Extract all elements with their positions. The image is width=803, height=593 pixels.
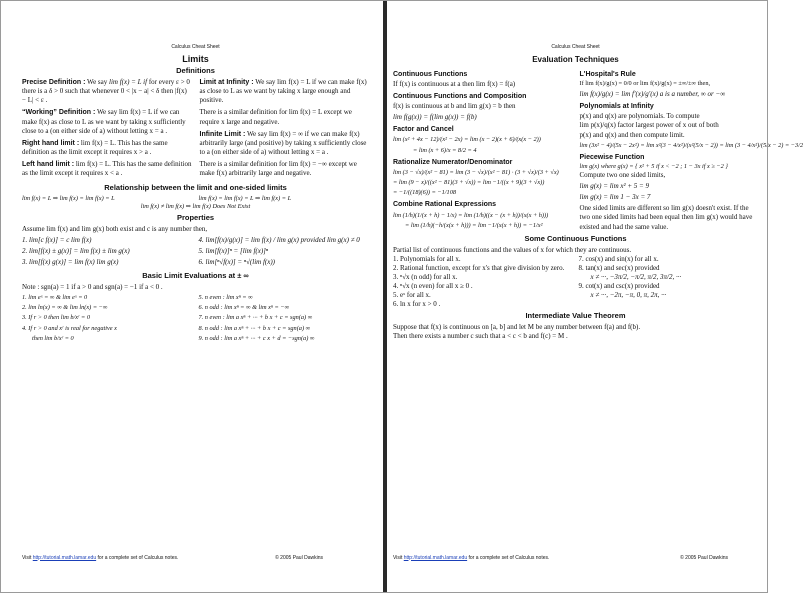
combine-line: lim (1/h)(1/(x + h) − 1/x) = lim (1/h)((x − (x + h))/(x(x + h))) — [393, 211, 549, 219]
footer-link[interactable]: http://tutorial.math.lamar.edu — [32, 554, 97, 561]
factor-line: lim (x² + 4x − 12)/(x² − 2x) = lim (x − 2)(x + 6)/(x(x − 2)) — [393, 136, 541, 144]
footer-text — [393, 555, 549, 562]
basic-item: then lim b/xʳ = 0 — [32, 334, 74, 342]
property-item: 4. lim[f(x)/g(x)] = lim f(x) / lim g(x) provided lim g(x) ≠ 0 — [198, 236, 360, 245]
basic-item: 3. If r > 0 then lim b/xʳ = 0 — [22, 314, 90, 322]
footer-link[interactable]: http://tutorial.math.lamar.edu — [403, 554, 468, 561]
footer-rest: for a complete set of Calculus notes. — [97, 554, 179, 561]
page-title: Evaluation Techniques — [532, 54, 619, 64]
basic-limits-list — [22, 292, 369, 345]
basic-item: 2. lim ln(x) = ∞ & lim ln(x) = −∞ — [22, 304, 108, 312]
factor-title: Factor and Cancel — [393, 126, 454, 134]
some-item: 3. ⁿ√x (n odd) for all x. — [393, 272, 458, 281]
def-text: We say — [87, 78, 108, 87]
def-label: Infinite Limit : — [199, 130, 246, 138]
property-item: 2. lim[f(x) ± g(x)] = lim f(x) ± lim g(x) — [22, 247, 130, 256]
composition-formula: lim f(g(x)) = f(lim g(x)) = f(b) — [393, 113, 477, 122]
basic-left — [22, 292, 193, 345]
ivt-text: Suppose that f(x) is continuous on [a, b] and let M be any number between f(a) and f(b). — [393, 323, 641, 331]
techniques-right — [579, 67, 803, 232]
basic-item: 6. n odd : lim xⁿ = ∞ & lim xⁿ = −∞ — [198, 304, 290, 312]
page-header: Calculus Cheat Sheet — [551, 44, 600, 50]
def-text: We say lim f(x) = ∞ if we can make f(x) arbitrarily large (and positive) by taking x sufficiently close to a (on either side of a) without letting x = a . — [199, 129, 367, 156]
continuous-title: Continuous Functions — [393, 70, 468, 78]
page-footer — [22, 555, 323, 562]
footer-visit: Visit — [22, 554, 32, 561]
polys-title: Polynomials at Infinity — [579, 103, 654, 111]
basic-item: 5. n even : lim xⁿ = ∞ — [198, 294, 253, 302]
basic-right — [199, 292, 370, 345]
some-item: 8. tan(x) and sec(x) provided — [578, 263, 660, 272]
lhopital-text: If lim f(x)/g(x) = 0/0 or lim f(x)/g(x) = ±∞/±∞ then, — [579, 79, 711, 87]
some-item: x ≠ ···, −3π/2, −π/2, π/2, 3π/2, ··· — [590, 272, 682, 281]
def-formula: lim f(x) = L if — [109, 78, 148, 87]
def-label: Left hand limit : — [22, 160, 75, 168]
some-continuous-list — [393, 255, 758, 310]
property-item: 6. lim[ⁿ√f(x)] = ⁿ√(lim f(x)) — [198, 258, 275, 267]
some-right — [579, 255, 759, 310]
page-footer — [393, 555, 728, 562]
polys-text: lim p(x)/q(x) factor largest power of x out of both — [579, 121, 719, 130]
some-left — [393, 255, 573, 310]
basic-item: 8. n odd : lim a xⁿ + ··· + b x + c = sgn(a) ∞ — [198, 324, 311, 332]
footer-visit: Visit — [393, 554, 403, 561]
piecewise-limit: lim g(x) = lim x² + 5 = 9 — [579, 182, 650, 191]
def-text: lim f(x) = L. This has the same definition as the limit except it requires x > a . — [22, 138, 168, 156]
def-label: “Working” Definition : — [22, 109, 96, 117]
rationalize-line: = −1/((18)(6)) = −1/108 — [393, 189, 456, 197]
precise-definition — [22, 78, 192, 105]
property-item: 3. lim[f(x) g(x)] = lim f(x) lim g(x) — [22, 258, 119, 267]
basic-item: 7. n even : lim a xⁿ + ··· + b x + c = sgn(a) ∞ — [198, 314, 313, 322]
piecewise-text: Compute two one sided limits, — [579, 171, 666, 180]
lhopital-tail: a is a number, ∞ or −∞ — [659, 90, 726, 99]
lhopital-formula — [580, 90, 759, 99]
some-intro: Partial list of continuous functions and the values of x for which they are continuous. — [393, 245, 632, 254]
relationship-line-1 — [22, 195, 369, 203]
def-text: lim f(x) = L. This has the same definition as the limit except it requires x < a . — [22, 159, 192, 177]
def-text: We say lim f(x) = L if we can make f(x) as close to L as we want by taking x sufficiently close to a (on either side of a) without letting x = a . — [22, 108, 186, 135]
definitions-columns — [22, 78, 369, 181]
piecewise-title: Piecewise Function — [579, 153, 645, 161]
def-label: Limit at Infinity : — [199, 79, 254, 87]
def-label: Right hand limit : — [22, 139, 80, 147]
footer-copyright: © 2005 Paul Dawkins — [275, 554, 323, 561]
limit-at-infinity — [200, 78, 370, 105]
working-definition — [22, 108, 192, 135]
some-item: 1. Polynomials for all x. — [393, 254, 461, 263]
basic-item: 1. lim eˣ = ∞ & lim eˣ = 0 — [22, 294, 88, 302]
section-title-basic-limits: Basic Limit Evaluations at ± ∞ — [142, 271, 249, 281]
properties-intro: Assume lim f(x) and lim g(x) both exist and c is any number then, — [22, 224, 208, 233]
page-title: Limits — [182, 53, 209, 64]
definitions-left — [22, 78, 192, 181]
left-hand-limit — [22, 160, 192, 178]
rationalize-line: = lim (9 − x)/((x² − 81)(3 + √x)) = lim −1/((x + 9)(3 + √x)) — [393, 179, 545, 187]
composition-text: f(x) is continuous at b and lim g(x) = b then — [393, 102, 516, 111]
some-item: 4. ⁿ√x (n even) for all x ≥ 0 . — [393, 281, 473, 290]
properties-list — [22, 234, 369, 269]
relationship-formula: lim f(x) = lim f(x) = L ⇒ lim f(x) = L — [198, 194, 292, 202]
footer-rest: for a complete set of Calculus notes. — [468, 554, 550, 561]
footer-text — [22, 555, 178, 562]
properties-right — [199, 234, 370, 269]
composition-title: Continuous Functions and Composition — [393, 93, 527, 101]
continuous-text: If f(x) is continuous at a then lim f(x) = f(a) — [393, 79, 516, 88]
page-evaluation-techniques — [387, 0, 803, 593]
techniques-columns — [393, 67, 803, 232]
relationship-formula: lim f(x) = L ⇒ lim f(x) = lim f(x) = L — [22, 194, 115, 202]
relationship-line-2: lim f(x) ≠ lim f(x) ⇒ lim f(x) Does Not Exist — [140, 203, 251, 210]
lhopital-title: L'Hospital's Rule — [579, 70, 636, 78]
some-item: 5. eˣ for all x. — [393, 291, 431, 300]
polys-text: p(x) and q(x) are polynomials. To compute — [579, 112, 700, 121]
page-limits — [0, 0, 383, 593]
some-item: 7. cos(x) and sin(x) for all x. — [578, 254, 659, 263]
techniques-left — [393, 67, 572, 232]
section-title-some-continuous: Some Continuous Functions — [524, 233, 627, 243]
some-item: 9. cot(x) and csc(x) provided — [578, 281, 660, 290]
page-header: Calculus Cheat Sheet — [171, 44, 220, 50]
rationalize-title: Rationalize Numerator/Denominator — [393, 158, 513, 166]
property-item: 1. lim[c f(x)] = c lim f(x) — [22, 236, 92, 245]
basic-item: 9. n odd : lim a xⁿ + ··· + c x + d = −sgn(a) ∞ — [198, 334, 315, 342]
section-title-definitions: Definitions — [176, 66, 215, 76]
some-item: 6. ln x for x > 0 . — [393, 300, 441, 309]
polys-example: lim (3x² − 4)/(5x − 2x²) = lim x²(3 − 4/x²)/(x²(5/x − 2)) = lim (3 − 4/x²)/(5/x − 2) = −3/2 — [579, 141, 803, 149]
infinite-limit — [200, 130, 370, 157]
lhopital-formula-text: lim f(x)/g(x) = lim f′(x)/g′(x) — [579, 90, 659, 99]
basic-note: Note : sgn(a) = 1 if a > 0 and sgn(a) = −1 if a < 0 . — [22, 283, 163, 292]
def-text: We say lim f(x) = L if we can make f(x) as close to L as we want by taking x large enough and positive. — [199, 78, 367, 105]
limit-at-neg-infinity: There is a similar definition for lim f(x) = L except we require x large and negative. — [199, 108, 352, 126]
infinite-limit-negative: There is a similar definition for lim f(x) = −∞ except we make f(x) arbitrarily large and negative. — [199, 159, 357, 177]
section-title-properties: Properties — [176, 213, 215, 223]
section-title-ivt: Intermediate Value Theorem — [525, 311, 626, 321]
rationalize-line: lim (3 − √x)/(x² − 81) = lim (3 − √x)/(x² − 81) · (3 + √x)/(3 + √x) — [393, 168, 559, 176]
right-hand-limit — [22, 139, 192, 157]
definitions-right — [200, 78, 370, 181]
piecewise-limit: lim g(x) = lim 1 − 3x = 7 — [579, 193, 651, 202]
def-label: Precise Definition : — [22, 79, 86, 87]
some-item: 2. Rational function, except for x's that give division by zero. — [393, 263, 565, 272]
factor-line: = lim (x + 6)/x = 8/2 = 4 — [413, 146, 477, 154]
ivt-text: Then there exists a number c such that a < c < b and f(c) = M . — [393, 332, 568, 341]
basic-item: 4. If r > 0 and xʳ is real for negative x — [22, 324, 117, 332]
combine-line: = lim (1/h)(−h/(x(x + h))) = lim −1/(x(x + h)) = −1/x² — [405, 221, 543, 229]
properties-left — [22, 234, 193, 269]
polys-text: p(x) and q(x) and then compute limit. — [579, 130, 685, 139]
piecewise-def: lim g(x) where g(x) = { x² + 5 if x < −2 ; 1 − 3x if x ≥ −2 } — [579, 162, 728, 170]
def-text: for every ε > 0 there is a δ > 0 such that whenever 0 < |x − a| < δ then |f(x) − L| < ε . — [22, 78, 190, 105]
piecewise-conclusion: One sided limits are different so lim g(x) doesn't exist. If the two one sided limits had been equal then lim g(x) would have existed and had the same value. — [579, 204, 753, 231]
section-title-relationship: Relationship between the limit and one-sided limits — [104, 183, 287, 193]
footer-copyright: © 2005 Paul Dawkins — [680, 554, 728, 561]
property-item: 5. lim[f(x)]ⁿ = [lim f(x)]ⁿ — [198, 247, 269, 256]
combine-title: Combine Rational Expressions — [393, 201, 497, 209]
some-item: x ≠ ···, −2π, −π, 0, π, 2π, ··· — [590, 291, 667, 300]
